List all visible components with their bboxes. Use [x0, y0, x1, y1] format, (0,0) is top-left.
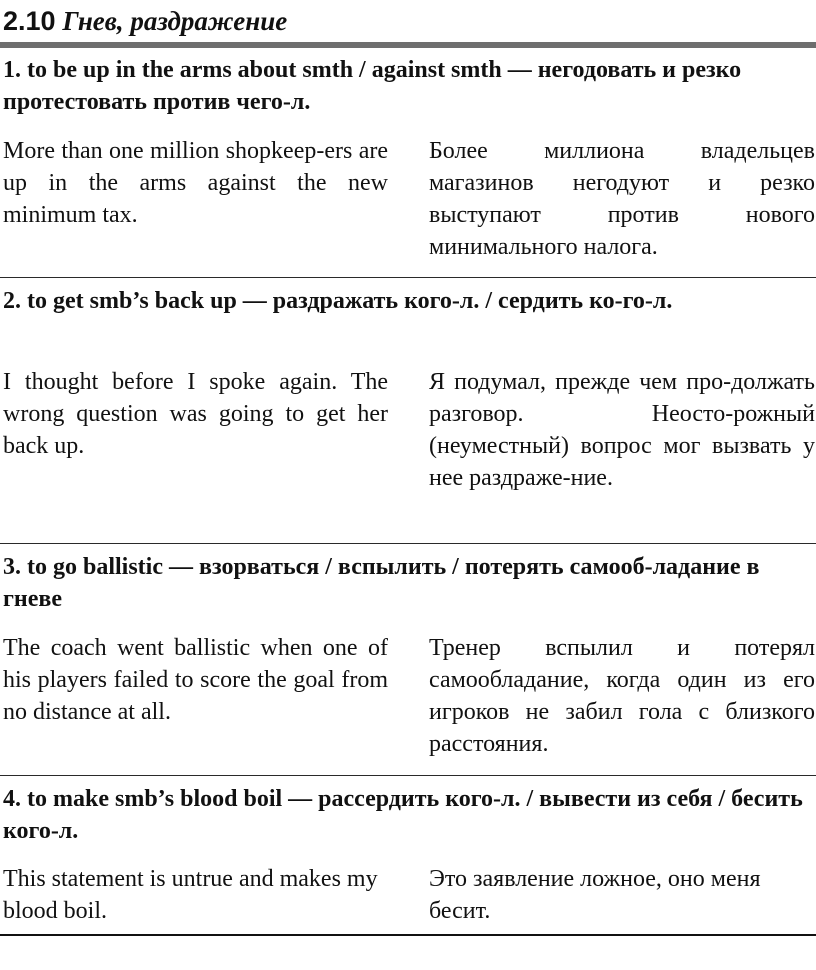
entry-4-english-example: This statement is untrue and makes my blood boil.	[3, 866, 378, 924]
section-number: 2.10	[3, 6, 56, 36]
entry-divider-3	[0, 775, 816, 776]
header-divider	[0, 42, 816, 48]
bottom-divider	[0, 934, 816, 936]
entry-1-phrase: 1. to be up in the arms about smth / against smth — негодовать и резко протестовать против чего-л.	[3, 57, 742, 115]
entry-1-russian-translation: Более миллиона владельцев магазинов негодуют и резко выступают против нового минимального налога.	[429, 138, 815, 260]
entry-1-english-example: More than one million shopkeep-ers are up in the arms against the new minimum tax.	[3, 138, 388, 228]
entry-3-phrase: 3. to go ballistic — взорваться / вспылить / потерять самооб-ладание в гневе	[3, 554, 760, 612]
entry-4-phrase: 4. to make smb’s blood boil — рассердить кого-л. / вывести из себя / бесить кого-л.	[3, 786, 803, 844]
entry-4-russian-translation: Это заявление ложное, оно меня бесит.	[429, 866, 761, 924]
entry-2-english-example: I thought before I spoke again. The wrong question was going to get her back up.	[3, 369, 388, 459]
entry-2-russian-translation: Я подумал, прежде чем про-должать разговор. Неосто-рожный (неуместный) вопрос мог вызвать у нее раздраже-ние.	[429, 369, 815, 491]
entry-2-phrase: 2. to get smb’s back up — раздражать кого-л. / сердить ко-го-л.	[3, 288, 673, 314]
entry-divider-1	[0, 277, 816, 278]
entry-3-english-example: The coach went ballistic when one of his players failed to score the goal from no distance at all.	[3, 635, 388, 725]
entry-3-russian-translation: Тренер вспылил и потерял самообладание, когда один из его игроков не забил гола с близкого расстояния.	[429, 635, 815, 757]
section-title	[3, 3, 287, 39]
section-name: Гнев, раздражение	[62, 6, 288, 36]
entry-divider-2	[0, 543, 816, 544]
